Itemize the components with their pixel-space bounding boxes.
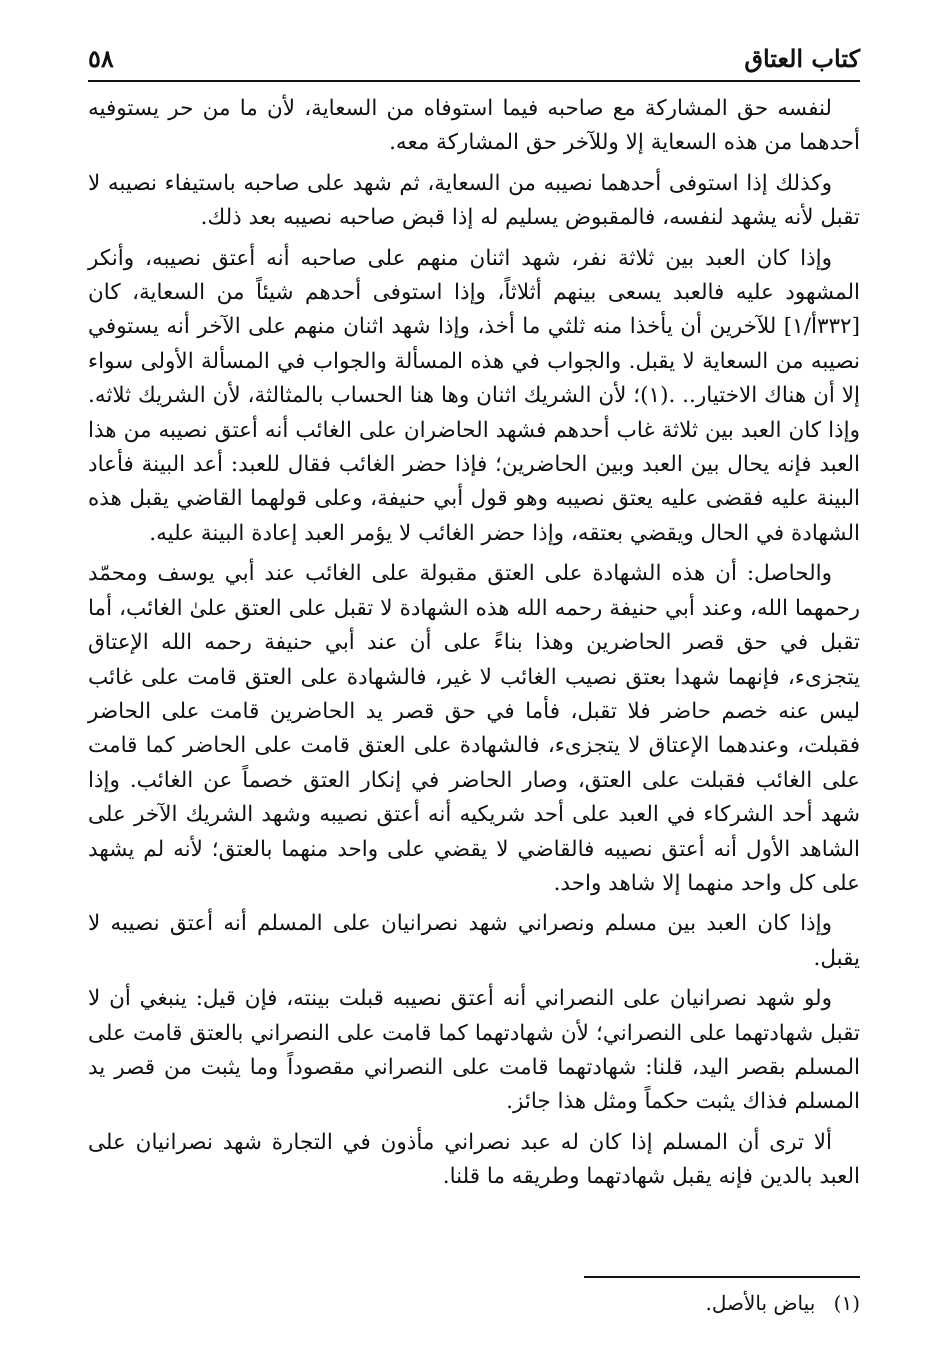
paragraph: ألا ترى أن المسلم إذا كان له عبد نصراني مأذون في التجارة شهد نصرانيان على العبد بالدين فإنه يقبل شهادتهما وطريقه ما قلنا. bbox=[88, 1129, 860, 1190]
paragraph: وإذا كان العبد بين مسلم ونصراني شهد نصرانيان على المسلم أنه أعتق نصيبه لا يقبل. bbox=[88, 911, 860, 971]
paragraph: وإذا كان العبد بين ثلاثة نفر، شهد اثنان منهم على صاحبه أنه أعتق نصيبه، وأنكر المشهود عليه فالعبد يسعى بينهم أثلاثاً، وإذا استوفى أحدهم شيئاً من السعاية، كان [٣٣٢أ/١] للآخرين أن يأخذا منه ثلثي ما أخذ، وإذا شهد اثنان منهم على الآخر أنه يستوفي نصيبه من السعاية لا يقبل. والجواب في هذه المسألة والجواب في المسألة الأولى سواء إلا أن هناك الاختيار.. .(١)؛ لأن الشريك اثنان وها هنا الحساب بالمثالثة، لأن الشريك ثلاثه. وإذا كان العبد بين ثلاثة غاب أحدهم فشهد الحاضران على الغائب أنه أعتق نصيبه من هذا العبد فإنه يحال بين العبد وبين الحاضرين؛ فإذا حضر الغائب فقال للعبد: أعد البينة فأعاد البينة عليه فقضى عليه يعتق نصيبه وهو قول أبي حنيفة، وعلى قولهما القاضي يقبل هذه الشهادة في الحال ويقضي بعتقه، وإذا حضر الغائب لا يؤمر العبد إعادة البينة عليه. bbox=[88, 245, 861, 546]
footnote-text: بياض بالأصل. bbox=[705, 1291, 816, 1315]
paragraph: والحاصل: أن هذه الشهادة على العتق مقبولة على الغائب عند أبي يوسف ومحمّد رحمهما الله، وعند أبي حنيفة رحمه الله هذه الشهادة لا تقبل على العتق علىٰ الغائب، أما تقبل في حق قصر الحاضرين وهذا بناءً على أن عند أبي حنيفة رحمه الله الإعتاق يتجزىء، فإنهما شهدا بعتق نصيب الغائب لا غير، فالشهادة على العتق قامت على غائب ليس عنه خصم حاضر فلا تقبل، فأما في حق قصر يد الحاضرين قامت على الحاضر فقبلت، وعندهما الإعتاق لا يتجزىء، فالشهادة على العتق قامت على الحاضر كما قامت على الغائب فقبلت على العتق، وصار الحاضر في إنكار العتق خصماً عن الغائب. وإذا شهد أحد الشركاء في العبد على أحد شريكيه أنه أعتق نصيبه وشهد الشريك الآخر على الشاهد الأول أنه أعتق نصيبه فالقاضي لا يقضي على واحد منهما بالعتق؛ لأنه لم يشهد على كل واحد منهما إلا شاهد واحد. bbox=[88, 561, 860, 896]
page-header bbox=[88, 36, 860, 82]
paragraph: ولو شهد نصرانيان على النصراني أنه أعتق نصيبه قبلت بينته، فإن قيل: ينبغي أن لا تقبل شهادتهما على النصراني؛ لأن شهادتهما كما قامت على النصراني بالعتق قامت على المسلم بقصر اليد، قلنا: شهادتهما قامت على النصراني مقصوداً وما يثبت من قصر يد المسلم فذاك يثبت حكماً ومثل هذا جائز. bbox=[88, 986, 860, 1115]
page-number: ٥٨ bbox=[88, 43, 114, 73]
footnote-divider bbox=[584, 1276, 860, 1278]
paragraph: لنفسه حق المشاركة مع صاحبه فيما استوفاه من السعاية، لأن ما من حر يستوفيه أحدهما من هذه السعاية إلا وللآخر حق المشاركة معه. bbox=[88, 96, 860, 156]
paragraph: وكذلك إذا استوفى أحدهما نصيبه من السعاية، ثم شهد على صاحبه باستيفاء نصيبه لا تقبل لأنه يشهد لنفسه، فالمقبوض يسليم له إذا قبض صاحبه نصيبه بعد ذلك. bbox=[88, 170, 860, 231]
book-title: كتاب العتاق bbox=[744, 43, 860, 73]
footnote bbox=[88, 1288, 860, 1318]
main-text bbox=[88, 92, 860, 1201]
footnote-number: (١) bbox=[833, 1291, 860, 1315]
